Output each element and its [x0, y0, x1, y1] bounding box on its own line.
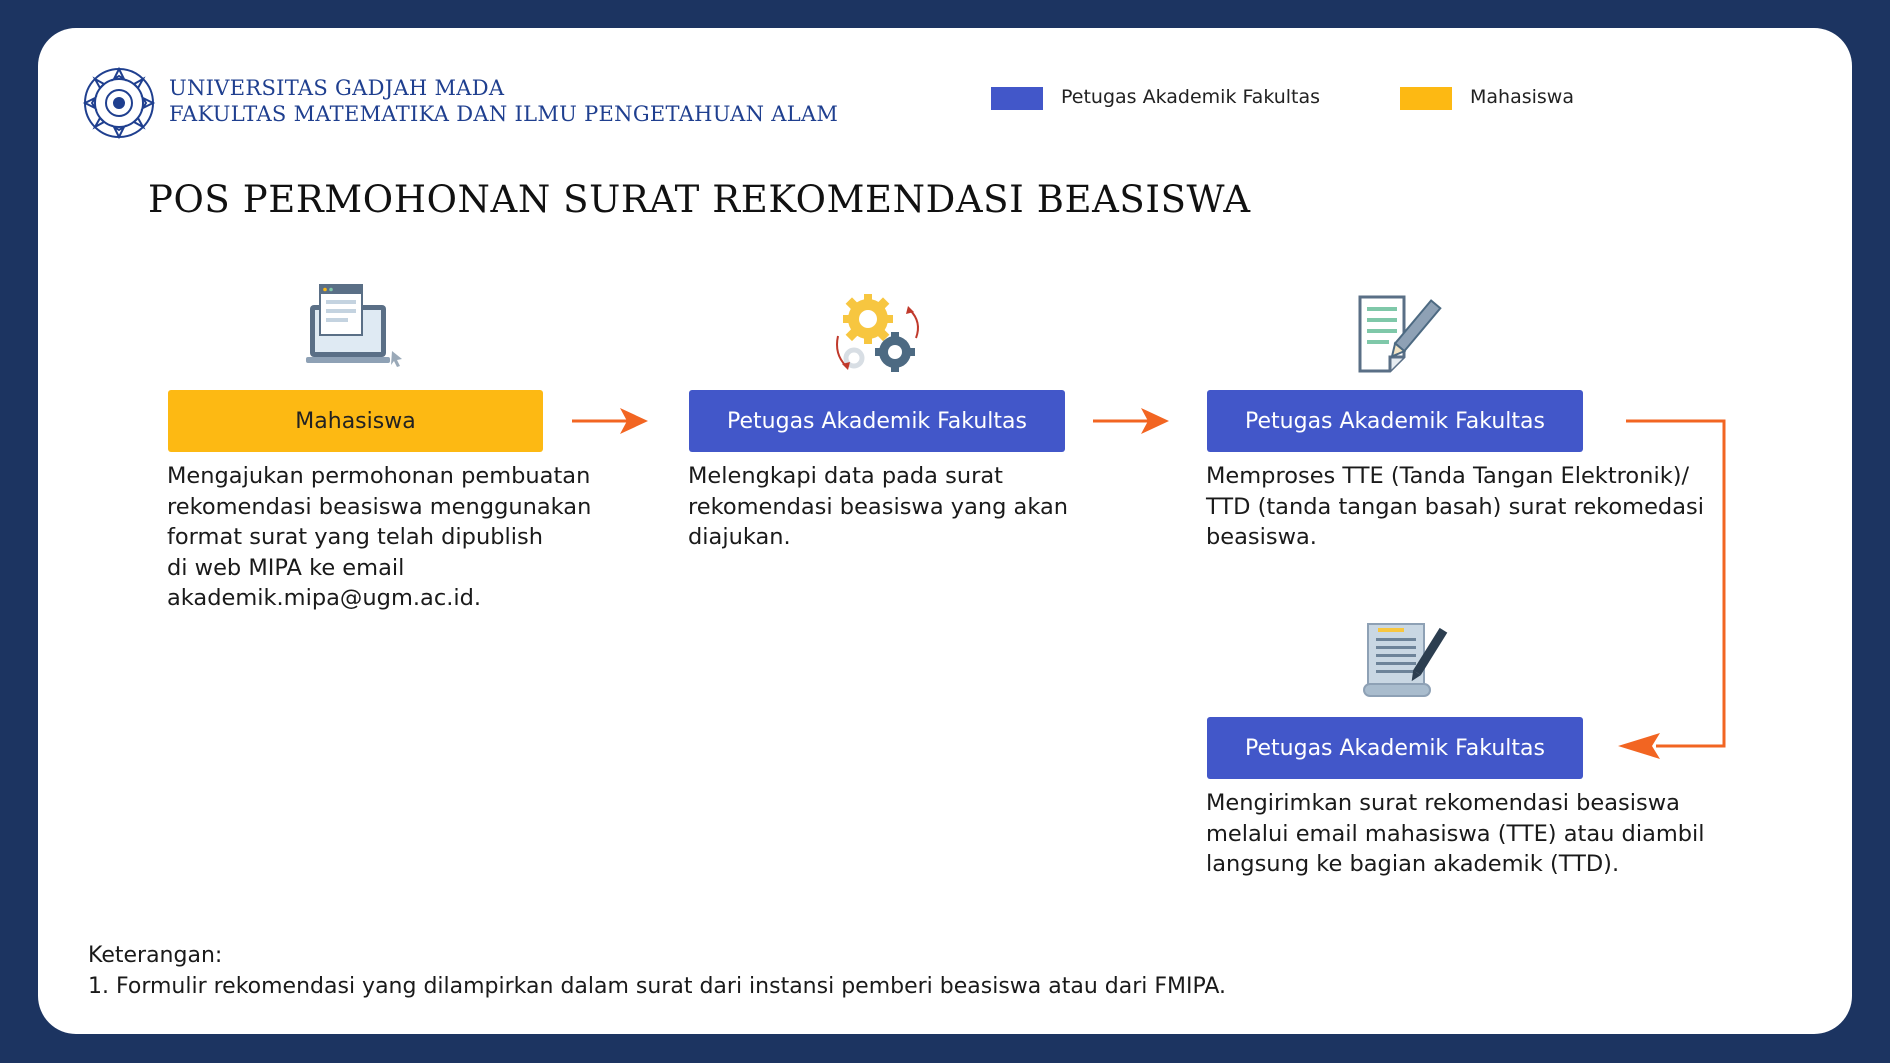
arrow-step-2-to-3 [1093, 405, 1171, 437]
legend-label-staff: Petugas Akademik Fakultas [1061, 86, 1321, 108]
university-name: UNIVERSITAS GADJAH MADA [169, 76, 505, 100]
notes-item-1: 1. Formulir rekomendasi yang dilampirkan dalam surat dari instansi pemberi beasiswa atau dari FMIPA. [88, 974, 1227, 999]
step-4-role-box: Petugas Akademik Fakultas [1207, 717, 1583, 779]
step-2-description: Melengkapi data pada surat rekomendasi beasiswa yang akan diajukan. [688, 463, 1069, 550]
legend-swatch-student [1400, 87, 1452, 110]
step-2-role-box: Petugas Akademik Fakultas [689, 390, 1065, 452]
step-3-role-box: Petugas Akademik Fakultas [1207, 390, 1583, 452]
gears-process-icon [830, 292, 926, 376]
legend-swatch-staff [991, 87, 1043, 110]
step-4-description: Mengirimkan surat rekomendasi beasiswa melalui email mahasiswa (TTE) atau diambil langsung ke bagian akademik (TTD). [1206, 790, 1705, 877]
arrow-step-1-to-2 [572, 405, 650, 437]
document-pen-icon [1358, 295, 1438, 375]
scroll-pen-icon [1358, 622, 1450, 702]
page-title: POS PERMOHONAN SURAT REKOMENDASI BEASISWA [148, 178, 1251, 221]
step-1-role-box: Mahasiswa [168, 390, 543, 452]
ugm-seal-icon [82, 66, 156, 140]
notes-heading: Keterangan: [88, 943, 223, 968]
faculty-name: FAKULTAS MATEMATIKA DAN ILMU PENGETAHUAN ALAM [169, 102, 839, 126]
computer-form-icon [306, 285, 406, 375]
arrow-step-3-to-4 [1618, 408, 1728, 768]
legend-label-student: Mahasiswa [1470, 86, 1574, 108]
step-1-description: Mengajukan permohonan pembuatan rekomendasi beasiswa menggunakan format surat yang telah dipublish di web MIPA ke email akademik.mipa@ugm.ac.id. [167, 463, 592, 611]
step-3-description: Memproses TTE (Tanda Tangan Elektronik)/ TTD (tanda tangan basah) surat rekomedasi beasiswa. [1206, 463, 1704, 550]
